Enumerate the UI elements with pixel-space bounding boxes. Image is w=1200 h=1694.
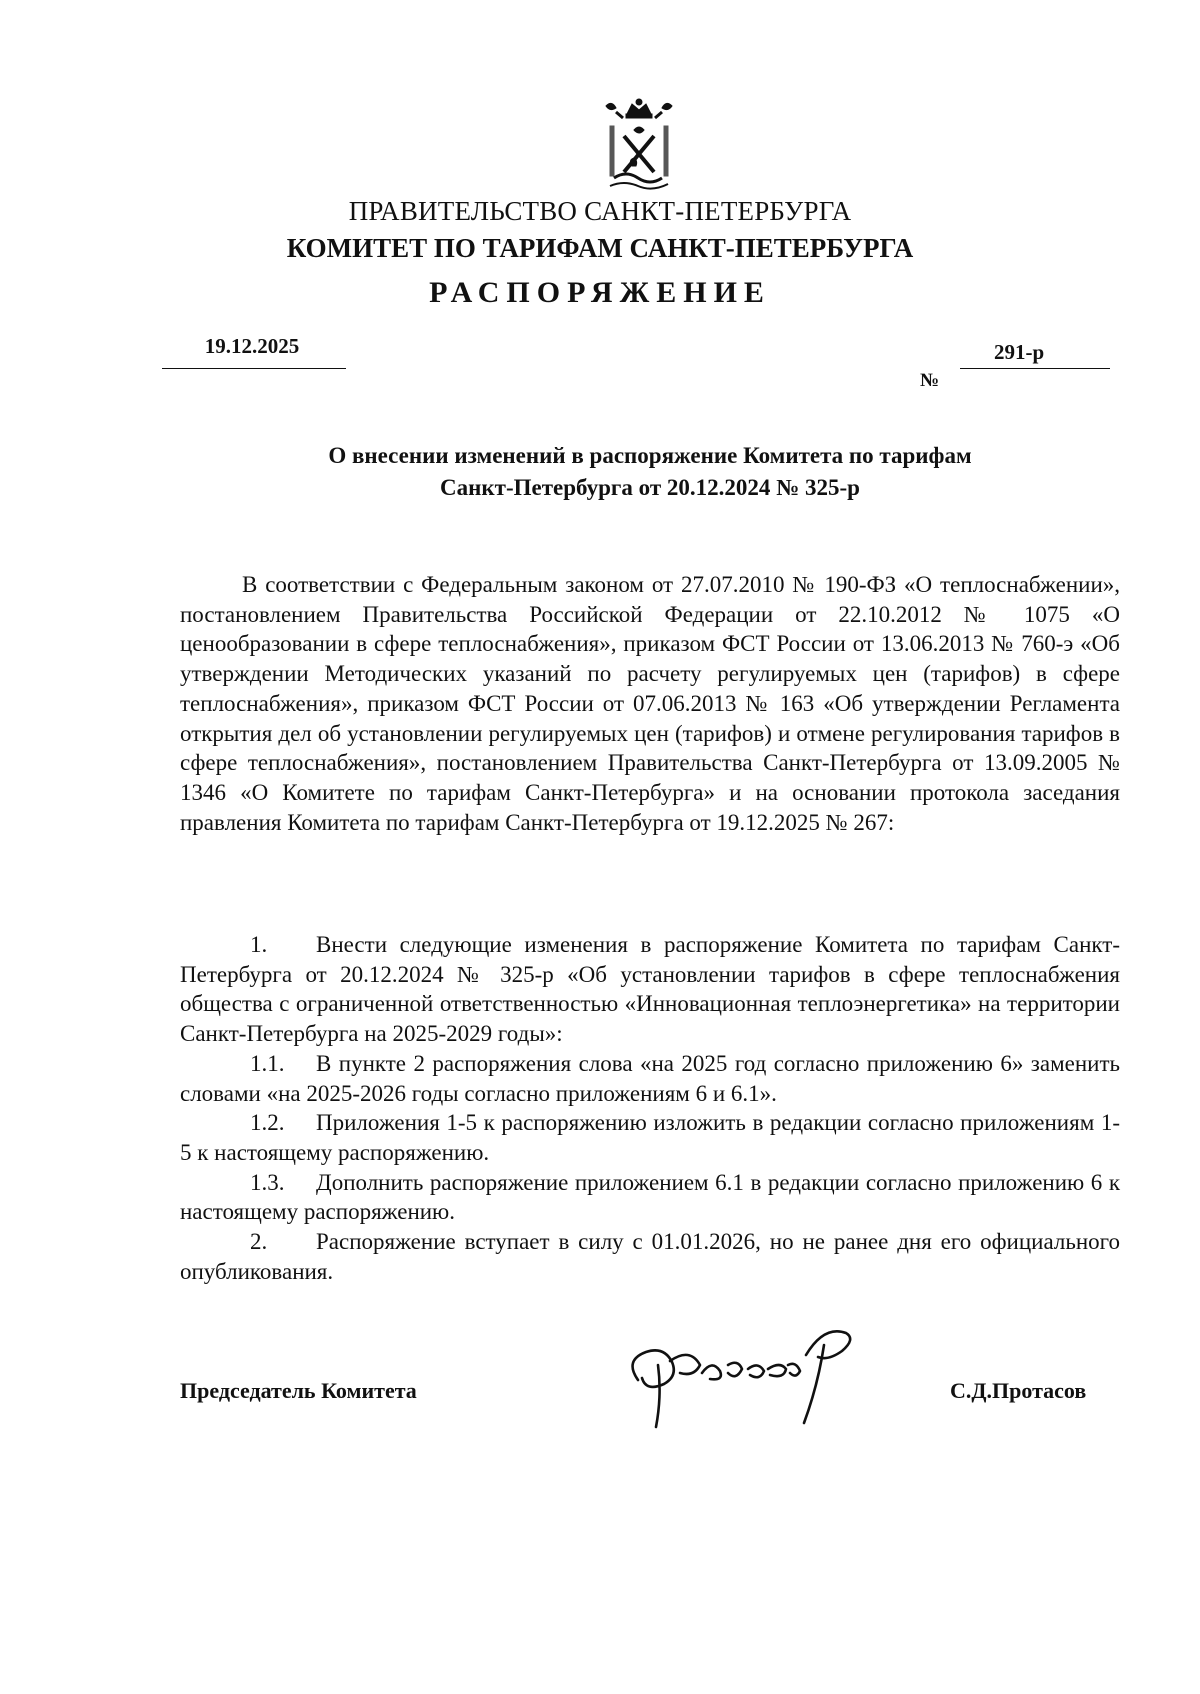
- list-item: [180, 1108, 1120, 1167]
- coat-of-arms-icon: [596, 96, 682, 192]
- subject-line-2: Санкт-Петербурга от 20.12.2024 № 325-р: [440, 475, 860, 500]
- preamble-paragraph: В соответствии с Федеральным законом от 27.07.2010 № 190-ФЗ «О теплоснабжении», постановлением Правительства Российской Федерации от 22.10.2012 № 1075 «О ценообразовании в сфере теплоснабжения», приказом ФСТ России от 13.06.2013 № 760-э «Об утверждении Методических указаний по расчету регулируемых цен (тарифов) в сфере теплоснабжения», приказом ФСТ России от 07.06.2013 № 163 «Об утверждении Регламента открытия дел об установлении регулируемых цен (тарифов) и отмене регулирования тарифов в сфере теплоснабжения», постановлением Правительства Санкт-Петербурга от 13.09.2005 № 1346 «О Комитете по тарифам Санкт-Петербурга» и на основании протокола заседания правления Комитета по тарифам Санкт-Петербурга от 19.12.2025 № 267:: [180, 572, 1120, 835]
- item-text: В пункте 2 распоряжения слова «на 2025 год согласно приложению 6» заменить словами «на 2025-2026 годы согласно приложениям 6 и 6.1».: [180, 1050, 1120, 1106]
- list-item: [180, 930, 1120, 1049]
- document-date: 19.12.2025: [204, 334, 300, 358]
- item-number: 2.: [250, 1229, 268, 1255]
- signatory-name: С.Д.Протасов: [950, 1378, 1087, 1403]
- signatory-role: Председатель Комитета: [180, 1378, 417, 1403]
- item-number: 1.2.: [250, 1110, 285, 1136]
- date-underline: [162, 368, 346, 369]
- item-number: 1.: [250, 932, 268, 957]
- item-text: Приложения 1-5 к распоряжению изложить в редакции согласно приложениям 1-5 к настоящему распоряжению.: [180, 1110, 1120, 1165]
- subject-line-1: О внесении изменений в распоряжение Комитета по тарифам: [328, 443, 972, 468]
- document-type: РАСПОРЯЖЕНИЕ: [429, 276, 771, 309]
- document-number: 291-р: [960, 340, 1110, 369]
- list-item: [180, 1168, 1120, 1227]
- government-name: ПРАВИТЕЛЬСТВО САНКТ-ПЕТЕРБУРГА: [348, 196, 852, 226]
- handwritten-signature: [610, 1325, 870, 1430]
- item-text: Внести следующие изменения в распоряжение Комитета по тарифам Санкт-Петербурга от 20.12.2024 № 325-р «Об установлении тарифов в сфере теплоснабжения общества с ограниченной ответственностью «Инновационная теплоэнергетика» на территории Санкт-Петербурга на 2025-2029 годы»:: [180, 932, 1120, 1047]
- item-number: 1.1.: [250, 1050, 285, 1076]
- item-number: 1.3.: [250, 1169, 285, 1195]
- committee-name: КОМИТЕТ ПО ТАРИФАМ САНКТ-ПЕТЕРБУРГА: [286, 233, 914, 263]
- list-item: [180, 1227, 1120, 1286]
- item-text: Дополнить распоряжение приложением 6.1 в редакции согласно приложению 6 к настоящему распоряжению.: [180, 1169, 1120, 1225]
- order-items: [180, 930, 1120, 1286]
- item-text: Распоряжение вступает в силу с 01.01.2026, но не ранее дня его официального опубликования.: [180, 1229, 1120, 1284]
- document-subject: [0, 440, 1200, 504]
- number-sign: №: [920, 370, 940, 391]
- list-item: [180, 1049, 1120, 1108]
